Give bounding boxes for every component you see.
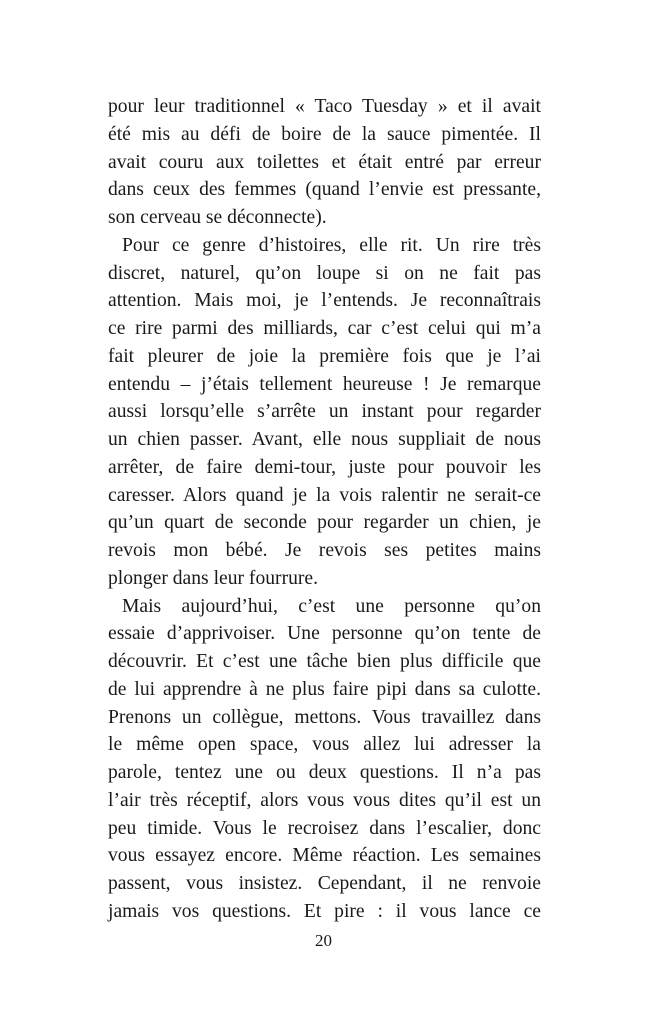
text-line: vous essayez encore. Même réaction. Les semaines <box>108 845 541 867</box>
text-line: arrêter, de faire demi-tour, juste pour pouvoir les <box>108 456 541 478</box>
text-line: un chien passer. Avant, elle nous suppliait de nous <box>108 429 541 450</box>
text-line: peu timide. Vous le recroisez dans l’escalier, donc <box>108 817 541 839</box>
text-line: essaie d’apprivoiser. Une personne qu’on tente de <box>108 623 541 645</box>
text-line: découvrir. Et c’est une tâche bien plus difficile que <box>108 651 541 672</box>
text-line: qu’un quart de seconde pour regarder un chien, je <box>108 512 541 534</box>
text-line: passent, vous insistez. Cependant, il ne renvoie <box>108 873 541 894</box>
text-line: fait pleurer de joie la première fois que je l’ai <box>108 345 541 367</box>
text-line: revois mon bébé. Je revois ses petites mains <box>108 540 541 561</box>
text-line: Mais aujourd’hui, c’est une personne qu’on <box>122 595 541 617</box>
text-line: discret, naturel, qu’on loupe si on ne fait pas <box>108 262 541 284</box>
text-line: entendu – j’étais tellement heureuse ! Je remarque <box>108 373 541 395</box>
text-line: été mis au défi de boire de la sauce pimentée. Il <box>108 123 541 145</box>
text-line: dans ceux des femmes (quand l’envie est pressante, <box>108 179 541 201</box>
text-line: Pour ce genre d’histoires, elle rit. Un rire très <box>122 234 541 256</box>
text-line: plonger dans leur fourrure. <box>108 567 319 589</box>
page-body <box>108 93 541 926</box>
text-line: caresser. Alors quand je la vois ralentir ne serait-ce <box>108 484 541 506</box>
text-line: Prenons un collègue, mettons. Vous travaillez dans <box>108 706 541 728</box>
text-line: son cerveau se déconnecte). <box>108 207 327 228</box>
text-line: attention. Mais moi, je l’entends. Je reconnaîtrais <box>108 290 541 312</box>
text-line: ce rire parmi des milliards, car c’est celui qui m’a <box>108 318 541 339</box>
text-line: aussi lorsqu’elle s’arrête un instant pour regarder <box>108 401 541 423</box>
text-line: avait couru aux toilettes et était entré par erreur <box>108 151 541 173</box>
text-line: le même open space, vous allez lui adresser la <box>108 734 541 756</box>
paragraph <box>108 593 541 926</box>
paragraph <box>108 232 541 593</box>
paragraph <box>108 93 541 232</box>
text-line: jamais vos questions. Et pire : il vous lance ce <box>108 900 541 922</box>
text-line: de lui apprendre à ne plus faire pipi dans sa culotte. <box>108 678 541 700</box>
text-line: l’air très réceptif, alors vous vous dites qu’il est un <box>108 789 541 811</box>
text-line: pour leur traditionnel « Taco Tuesday » et il avait <box>108 96 541 117</box>
page-number: 20 <box>315 931 332 950</box>
text-line: parole, tentez une ou deux questions. Il n’a pas <box>108 762 541 783</box>
